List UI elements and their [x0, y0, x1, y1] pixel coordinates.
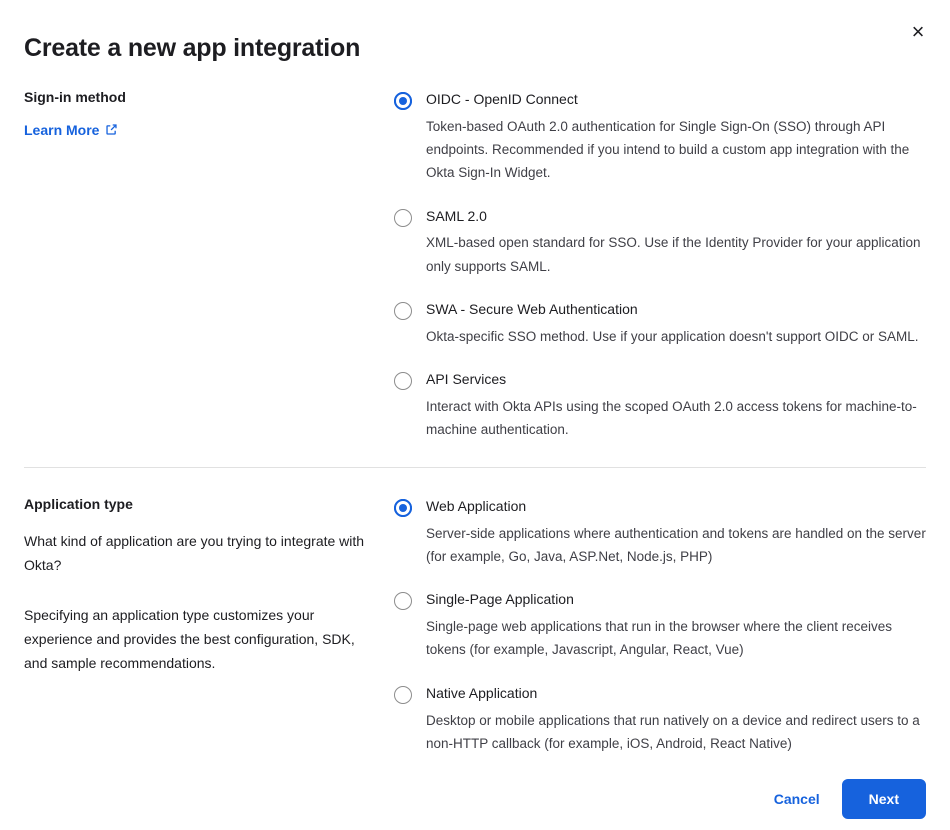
- page-title: Create a new app integration: [24, 34, 361, 62]
- radio-label: Single-Page Application: [426, 591, 574, 608]
- radio-description: Interact with Okta APIs using the scoped OAuth 2.0 access tokens for machine-to-machine authentication.: [426, 398, 917, 438]
- radio-indicator[interactable]: [394, 372, 412, 390]
- application-type-paragraph-1: What kind of application are you trying to integrate with Okta?: [24, 532, 365, 573]
- radio-label: SAML 2.0: [426, 207, 487, 224]
- radio-indicator[interactable]: [394, 592, 412, 610]
- sign-in-method-heading: Sign-in method: [24, 89, 126, 105]
- next-button[interactable]: Next: [842, 779, 926, 819]
- section-divider: [24, 467, 926, 468]
- sign-in-method-options: [394, 88, 926, 441]
- radio-description: Okta-specific SSO method. Use if your application doesn't support OIDC or SAML.: [426, 328, 919, 344]
- radio-label: Native Application: [426, 684, 538, 701]
- radio-option-web-application[interactable]: [394, 497, 926, 568]
- radio-indicator[interactable]: [394, 686, 412, 704]
- external-link-icon: [105, 123, 118, 136]
- radio-option-single-page-application[interactable]: [394, 590, 926, 661]
- cancel-button[interactable]: Cancel: [768, 781, 826, 817]
- sign-in-method-section: [24, 88, 926, 441]
- radio-description: Desktop or mobile applications that run natively on a device and redirect users to a non-HTTP callback (for example, iOS, Android, React Native): [426, 712, 920, 751]
- radio-description: Single-page web applications that run in the browser where the client receives tokens (for example, Javascript, Angular, React, Vue): [426, 619, 893, 658]
- radio-indicator[interactable]: [394, 92, 412, 110]
- application-type-options: [394, 495, 926, 755]
- radio-label: OIDC - OpenID Connect: [426, 91, 578, 107]
- radio-indicator[interactable]: [394, 209, 412, 227]
- radio-option-api-services[interactable]: [394, 370, 926, 441]
- radio-option-saml[interactable]: [394, 207, 926, 278]
- learn-more-link[interactable]: [24, 122, 118, 138]
- radio-description: Server-side applications where authentication and tokens are handled on the server (for example, Go, Java, ASP.Net, Node.js, PHP): [426, 525, 926, 565]
- application-type-info: [24, 495, 394, 675]
- radio-option-native-application[interactable]: [394, 684, 926, 755]
- radio-option-oidc[interactable]: [394, 90, 926, 185]
- radio-label: API Services: [426, 370, 507, 387]
- radio-indicator[interactable]: [394, 499, 412, 517]
- radio-indicator[interactable]: [394, 302, 412, 320]
- close-icon[interactable]: ×: [902, 16, 934, 48]
- application-type-heading: Application type: [24, 496, 133, 512]
- radio-label: Web Application: [426, 498, 527, 514]
- learn-more-label: Learn More: [24, 121, 100, 138]
- application-type-section: [24, 495, 926, 755]
- radio-label: SWA - Secure Web Authentication: [426, 300, 638, 317]
- radio-option-swa[interactable]: [394, 300, 926, 348]
- radio-description: XML-based open standard for SSO. Use if the Identity Provider for your application only supports SAML.: [426, 235, 921, 274]
- application-type-paragraph-2: Specifying an application type customizes your experience and provides the best configuration, SDK, and sample recommendations.: [24, 606, 355, 671]
- sign-in-method-info: [24, 88, 394, 140]
- radio-description: Token-based OAuth 2.0 authentication for Single Sign-On (SSO) through API endpoints. Recommended if you intend to build a custom app integration with the Okta Sign-In Widget.: [426, 118, 910, 181]
- dialog-footer: [0, 768, 950, 830]
